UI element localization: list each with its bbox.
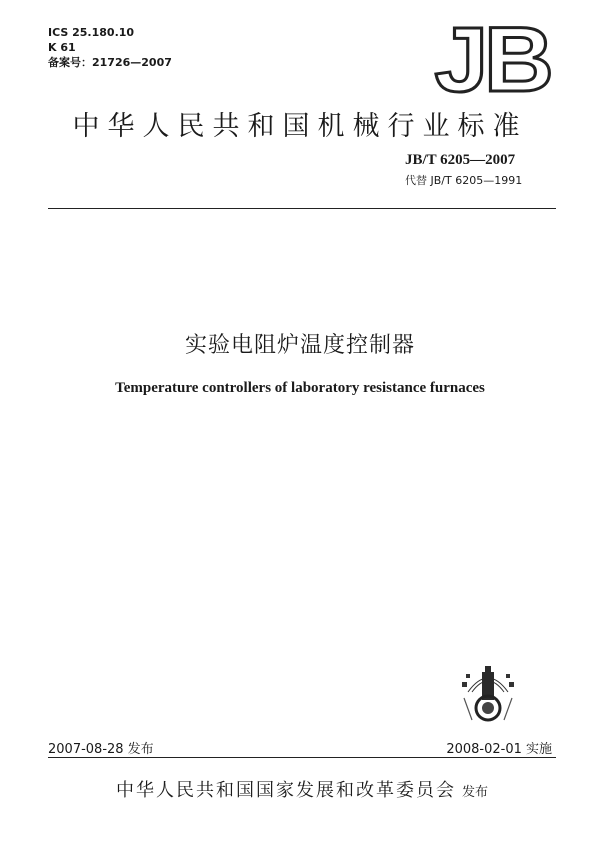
- issuer-suffix: 发布: [461, 785, 488, 800]
- document-title-en: Temperature controllers of laboratory resistance furnaces: [115, 380, 485, 396]
- filing-number: 备案号：21726—2007: [48, 56, 172, 69]
- jb-logo-text: JB: [434, 9, 550, 111]
- ics-code: ICS 25.180.10: [48, 26, 135, 39]
- industry-standard-title: 中华人民共和国机械行业标准: [72, 111, 528, 142]
- publisher-seal-icon: [458, 662, 518, 724]
- document-title-cn: 实验电阻炉温度控制器: [184, 333, 415, 358]
- top-divider: [48, 208, 556, 209]
- implementation-date: 2008-02-01 实施: [446, 742, 552, 757]
- issuing-authority: [48, 776, 556, 802]
- bottom-divider: [48, 757, 556, 758]
- issue-date: 2007-08-28 发布: [48, 742, 154, 757]
- jb-logo: [432, 9, 552, 111]
- replaces-standard: 代替 JB/T 6205—1991: [405, 174, 523, 187]
- issuer-name: 中华人民共和国国家发展和改革委员会: [115, 780, 456, 801]
- class-code: K 61: [48, 41, 76, 54]
- standard-number: JB/T 6205—2007: [405, 152, 516, 168]
